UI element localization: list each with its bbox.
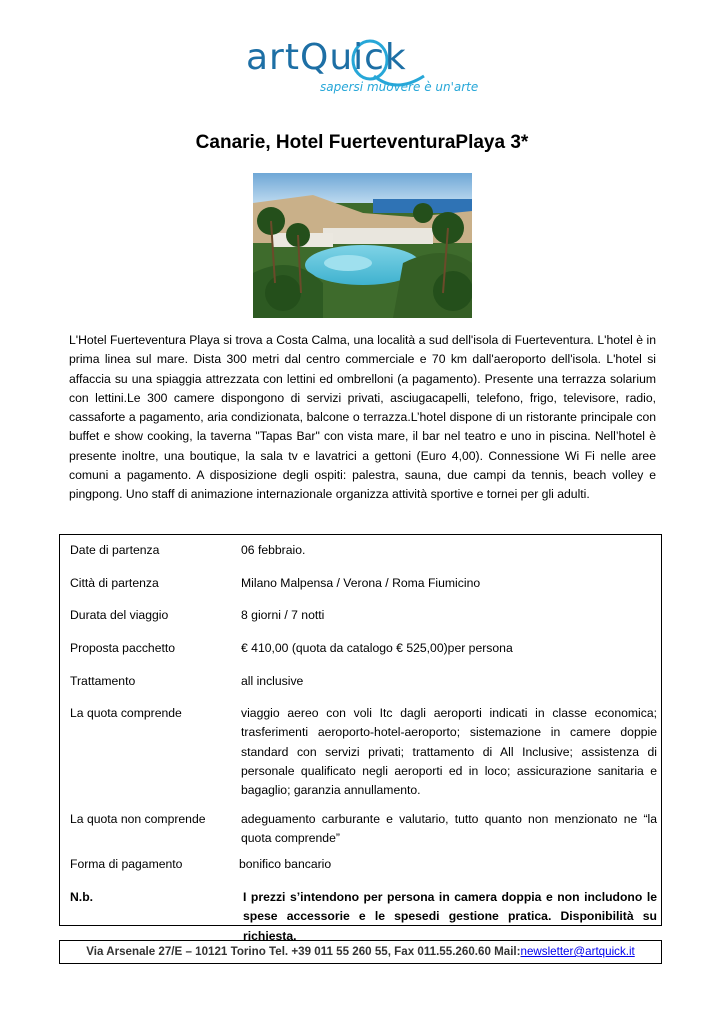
logo-tagline: sapersi muovere è un'arte: [320, 80, 479, 94]
logo-wordmark: artQuick: [246, 37, 407, 78]
footer-address: Via Arsenale 27/E – 10121 Torino Tel. +39 011 55 260 55, Fax 011.55.260.60 Mail:: [86, 945, 521, 958]
detail-value: adeguamento carburante e valutario, tutto quanto non menzionato ne “la quota comprende”: [241, 812, 657, 846]
detail-value: € 410,00 (quota da catalogo € 525,00)per persona: [241, 641, 513, 655]
footer-email-link[interactable]: newsletter@artquick.it: [520, 945, 635, 958]
detail-label: N.b.: [70, 890, 94, 904]
package-details-table: [59, 534, 662, 943]
detail-label: Durata del viaggio: [70, 608, 169, 622]
detail-label: Date di partenza: [70, 543, 160, 557]
detail-label: Città di partenza: [70, 576, 159, 590]
detail-label: Forma di pagamento: [70, 857, 183, 871]
detail-value: viaggio aereo con voli Itc dagli aeroporti indicati in classe economica; trasferimenti aeroporto-hotel-aeroporto; sistemazione in camere doppie standard con servizi privati; trattamento di All Inclusive; assistenza di personale qualificato negli aeroporti ed in loco; assicurazione sanitaria e bagaglio; garanzia annullamento.: [241, 706, 657, 798]
detail-value: 8 giorni / 7 notti: [241, 608, 325, 622]
detail-value: bonifico bancario: [239, 857, 332, 871]
artquick-logo: [246, 36, 486, 106]
detail-label: Proposta pacchetto: [70, 641, 176, 655]
detail-label: Trattamento: [70, 674, 136, 688]
detail-value: Milano Malpensa / Verona / Roma Fiumicino: [241, 576, 481, 590]
detail-label: La quota comprende: [70, 706, 182, 720]
hotel-description: L'Hotel Fuerteventura Playa si trova a Costa Calma, una località a sud dell'isola di Fuerteventura. L'hotel è in prima linea sul mare. Dista 300 metri dal centro commerciale e 70 km dall'aeroporto dell'isola. L'hotel si affaccia su una spiaggia attrezzata con lettini ed ombrelloni (a pagamento). Presente una terrazza solarium con lettini.Le 300 camere dispongono di servizi privati, asciugacapelli, telefono, frigo, televisore, radio, cassaforte a pagamento, aria condizionata, balcone o terrazza.L’hotel dispone di un ristorante principale con buffet e show cooking, la taverna "Tapas Bar" con vista mare, il bar nel teatro e uno in piscina. Nell’hotel è presente inoltre, una boutique, la sala tv e lavatrici a gettoni (Euro 4,00). Connessione Wi Fi nelle aree comuni a pagamento. A disposizione degli ospiti: palestra, sauna, due campi da tennis, beach volley e pingpong. Uno staff di animazione internazionale organizza attività sportive e tornei per gli adulti.: [69, 333, 656, 502]
hotel-photo: [253, 173, 472, 318]
detail-value: 06 febbraio.: [241, 543, 306, 557]
detail-value: all inclusive: [241, 674, 304, 688]
page-title: Canarie, Hotel FuerteventuraPlaya 3*: [195, 132, 529, 153]
detail-value: I prezzi s’intendono per persona in camera doppia e non includono le spese accessorie e le spesedi gestione pratica. Disponibilità su richiesta.: [243, 890, 657, 943]
detail-label: La quota non comprende: [70, 812, 206, 826]
footer-contact: [59, 940, 662, 964]
